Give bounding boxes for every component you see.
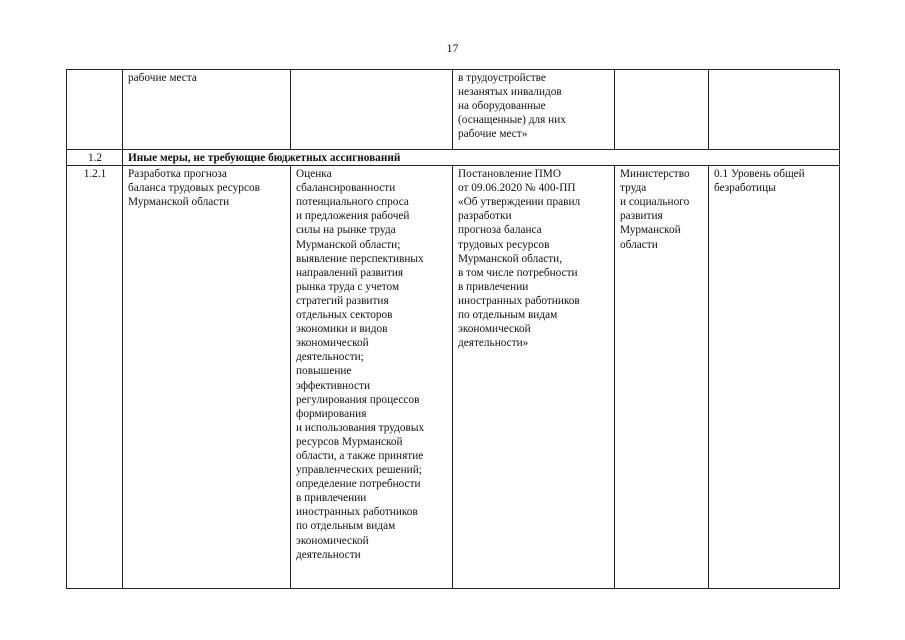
section-title-cell: Иные меры, не требующие бюджетных ассигнований — [123, 150, 840, 166]
measures-table — [66, 69, 840, 589]
row-number-cell: 1.2.1 — [67, 166, 123, 589]
legal-act-cell: в трудоустройстве незанятых инвалидов на оборудованные (оснащенные) для них рабочие мест» — [453, 70, 615, 150]
indicator-cell — [709, 70, 840, 150]
measure-content-cell: Оценка сбалансированности потенциального спроса и предложения рабочей силы на рынке труда Мурманской области; выявление перспективных направлений развития рынка труда с учетом стратегий развития отдельных секторов экономики и видов экономической деятельности; повышение эффективности регулирования процессов формирования и использования трудовых ресурсов Мурманской области, а также принятие управленческих решений; определение потребности в привлечении иностранных работников по отдельным видам экономической деятельности — [291, 166, 453, 589]
measure-name-cell: Разработка прогноза баланса трудовых ресурсов Мурманской области — [123, 166, 291, 589]
executor-cell: Министерство труда и социального развития Мурманской области — [615, 166, 709, 589]
table-row-measure — [67, 166, 840, 589]
table-row-section — [67, 150, 840, 166]
indicator-cell: 0.1 Уровень общей безработицы — [709, 166, 840, 589]
measure-name-cell: рабочие места — [123, 70, 291, 150]
measure-content-cell — [291, 70, 453, 150]
row-number-cell — [67, 70, 123, 150]
page-number: 17 — [446, 41, 459, 55]
legal-act-cell: Постановление ПМО от 09.06.2020 № 400-ПП «Об утверждении правил разработки прогноза баланса трудовых ресурсов Мурманской области, в том числе потребности в привлечении иностранных работников по отдельным видам экономической деятельности» — [453, 166, 615, 589]
section-number-cell: 1.2 — [67, 150, 123, 166]
executor-cell — [615, 70, 709, 150]
table-row-continuation — [67, 70, 840, 150]
